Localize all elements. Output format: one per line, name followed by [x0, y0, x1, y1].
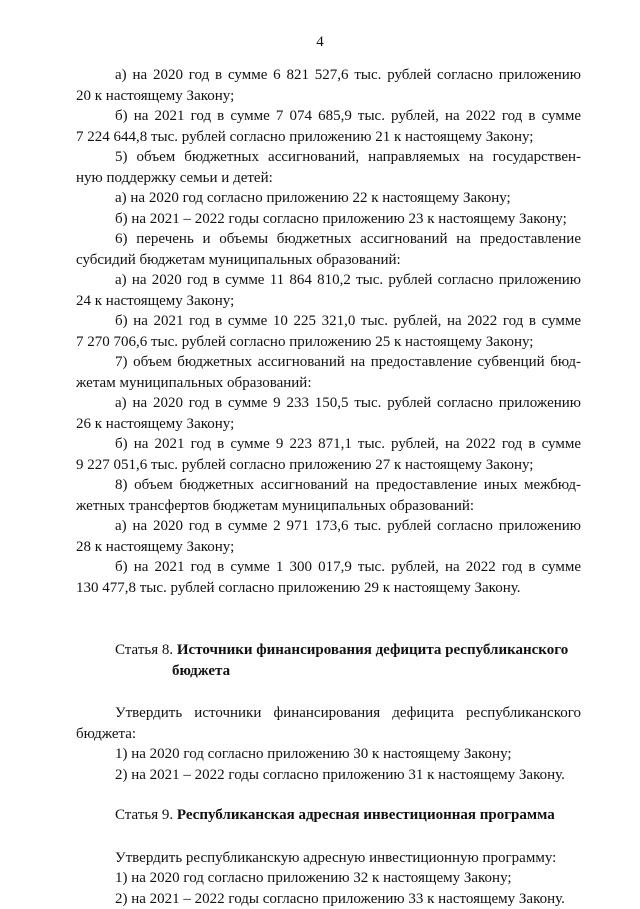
paragraph-line: субсидий бюджетам муниципальных образований: — [76, 250, 581, 271]
article-9-prefix: Статья 9. — [115, 807, 173, 823]
paragraph-line: а) на 2020 год в сумме 6 821 527,6 тыс. рублей согласно приложению — [76, 65, 581, 86]
paragraph-line: б) на 2021 год в сумме 10 225 321,0 тыс. рублей, на 2022 год в сумме — [76, 311, 581, 332]
paragraph-line: 7 270 706,6 тыс. рублей согласно приложению 25 к настоящему Закону; — [76, 332, 581, 353]
paragraph-line: 130 477,8 тыс. рублей согласно приложению 29 к настоящему Закону. — [76, 578, 581, 599]
paragraph-line: 6) перечень и объемы бюджетных ассигнований на предоставление — [76, 229, 581, 250]
paragraph-line: 9 227 051,6 тыс. рублей согласно приложению 27 к настоящему Закону; — [76, 455, 581, 476]
paragraph-line: 24 к настоящему Закону; — [76, 291, 581, 312]
paragraph-line: 1) на 2020 год согласно приложению 32 к настоящему Закону; — [76, 868, 581, 889]
article-9-title: Республиканская адресная инвестиционная программа — [177, 807, 555, 823]
paragraph-line: жетам муниципальных образований: — [76, 373, 581, 394]
article-8-title-cont: бюджета — [76, 661, 581, 682]
paragraph-line: жетных трансфертов бюджетам муниципальных образований: — [76, 496, 581, 517]
article-8-heading — [76, 640, 581, 661]
article-9-heading — [76, 805, 581, 826]
paragraph-line: бюджета: — [76, 724, 581, 745]
paragraph-line: 7) объем бюджетных ассигнований на предоставление субвенций бюд- — [76, 352, 581, 373]
paragraph-line: 8) объем бюджетных ассигнований на предоставление иных межбюд- — [76, 475, 581, 496]
paragraph-line: б) на 2021 год в сумме 9 223 871,1 тыс. рублей, на 2022 год в сумме — [76, 434, 581, 455]
paragraph-line: б) на 2021 год в сумме 1 300 017,9 тыс. рублей, на 2022 год в сумме — [76, 557, 581, 578]
paragraph-line: а) на 2020 год в сумме 9 233 150,5 тыс. рублей согласно приложению — [76, 393, 581, 414]
paragraph-line: 5) объем бюджетных ассигнований, направляемых на государствен- — [76, 147, 581, 168]
article-8-prefix: Статья 8. — [115, 642, 173, 658]
paragraph-line: Утвердить источники финансирования дефицита республиканского — [76, 703, 581, 724]
paragraph-line: б) на 2021 год в сумме 7 074 685,9 тыс. рублей, на 2022 год в сумме — [76, 106, 581, 127]
document-body — [76, 65, 581, 909]
article-8-title: Источники финансирования дефицита республиканского — [177, 642, 568, 658]
paragraph-line: 20 к настоящему Закону; — [76, 86, 581, 107]
paragraph-line: а) на 2020 год согласно приложению 22 к настоящему Закону; — [76, 188, 581, 209]
paragraph-line: 26 к настоящему Закону; — [76, 414, 581, 435]
paragraph-line: 2) на 2021 – 2022 годы согласно приложению 33 к настоящему Закону. — [76, 889, 581, 909]
paragraph-line: 7 224 644,8 тыс. рублей согласно приложению 21 к настоящему Закону; — [76, 127, 581, 148]
page-number: 4 — [0, 34, 640, 51]
paragraph-line: ную поддержку семьи и детей: — [76, 168, 581, 189]
paragraph-line: 28 к настоящему Закону; — [76, 537, 581, 558]
paragraph-line: 1) на 2020 год согласно приложению 30 к настоящему Закону; — [76, 744, 581, 765]
paragraph-line: а) на 2020 год в сумме 11 864 810,2 тыс. рублей согласно приложению — [76, 270, 581, 291]
paragraph-line: 2) на 2021 – 2022 годы согласно приложению 31 к настоящему Закону. — [76, 765, 581, 786]
paragraph-line: а) на 2020 год в сумме 2 971 173,6 тыс. рублей согласно приложению — [76, 516, 581, 537]
paragraph-line: б) на 2021 – 2022 годы согласно приложению 23 к настоящему Закону; — [76, 209, 581, 230]
paragraph-line: Утвердить республиканскую адресную инвестиционную программу: — [76, 848, 581, 869]
